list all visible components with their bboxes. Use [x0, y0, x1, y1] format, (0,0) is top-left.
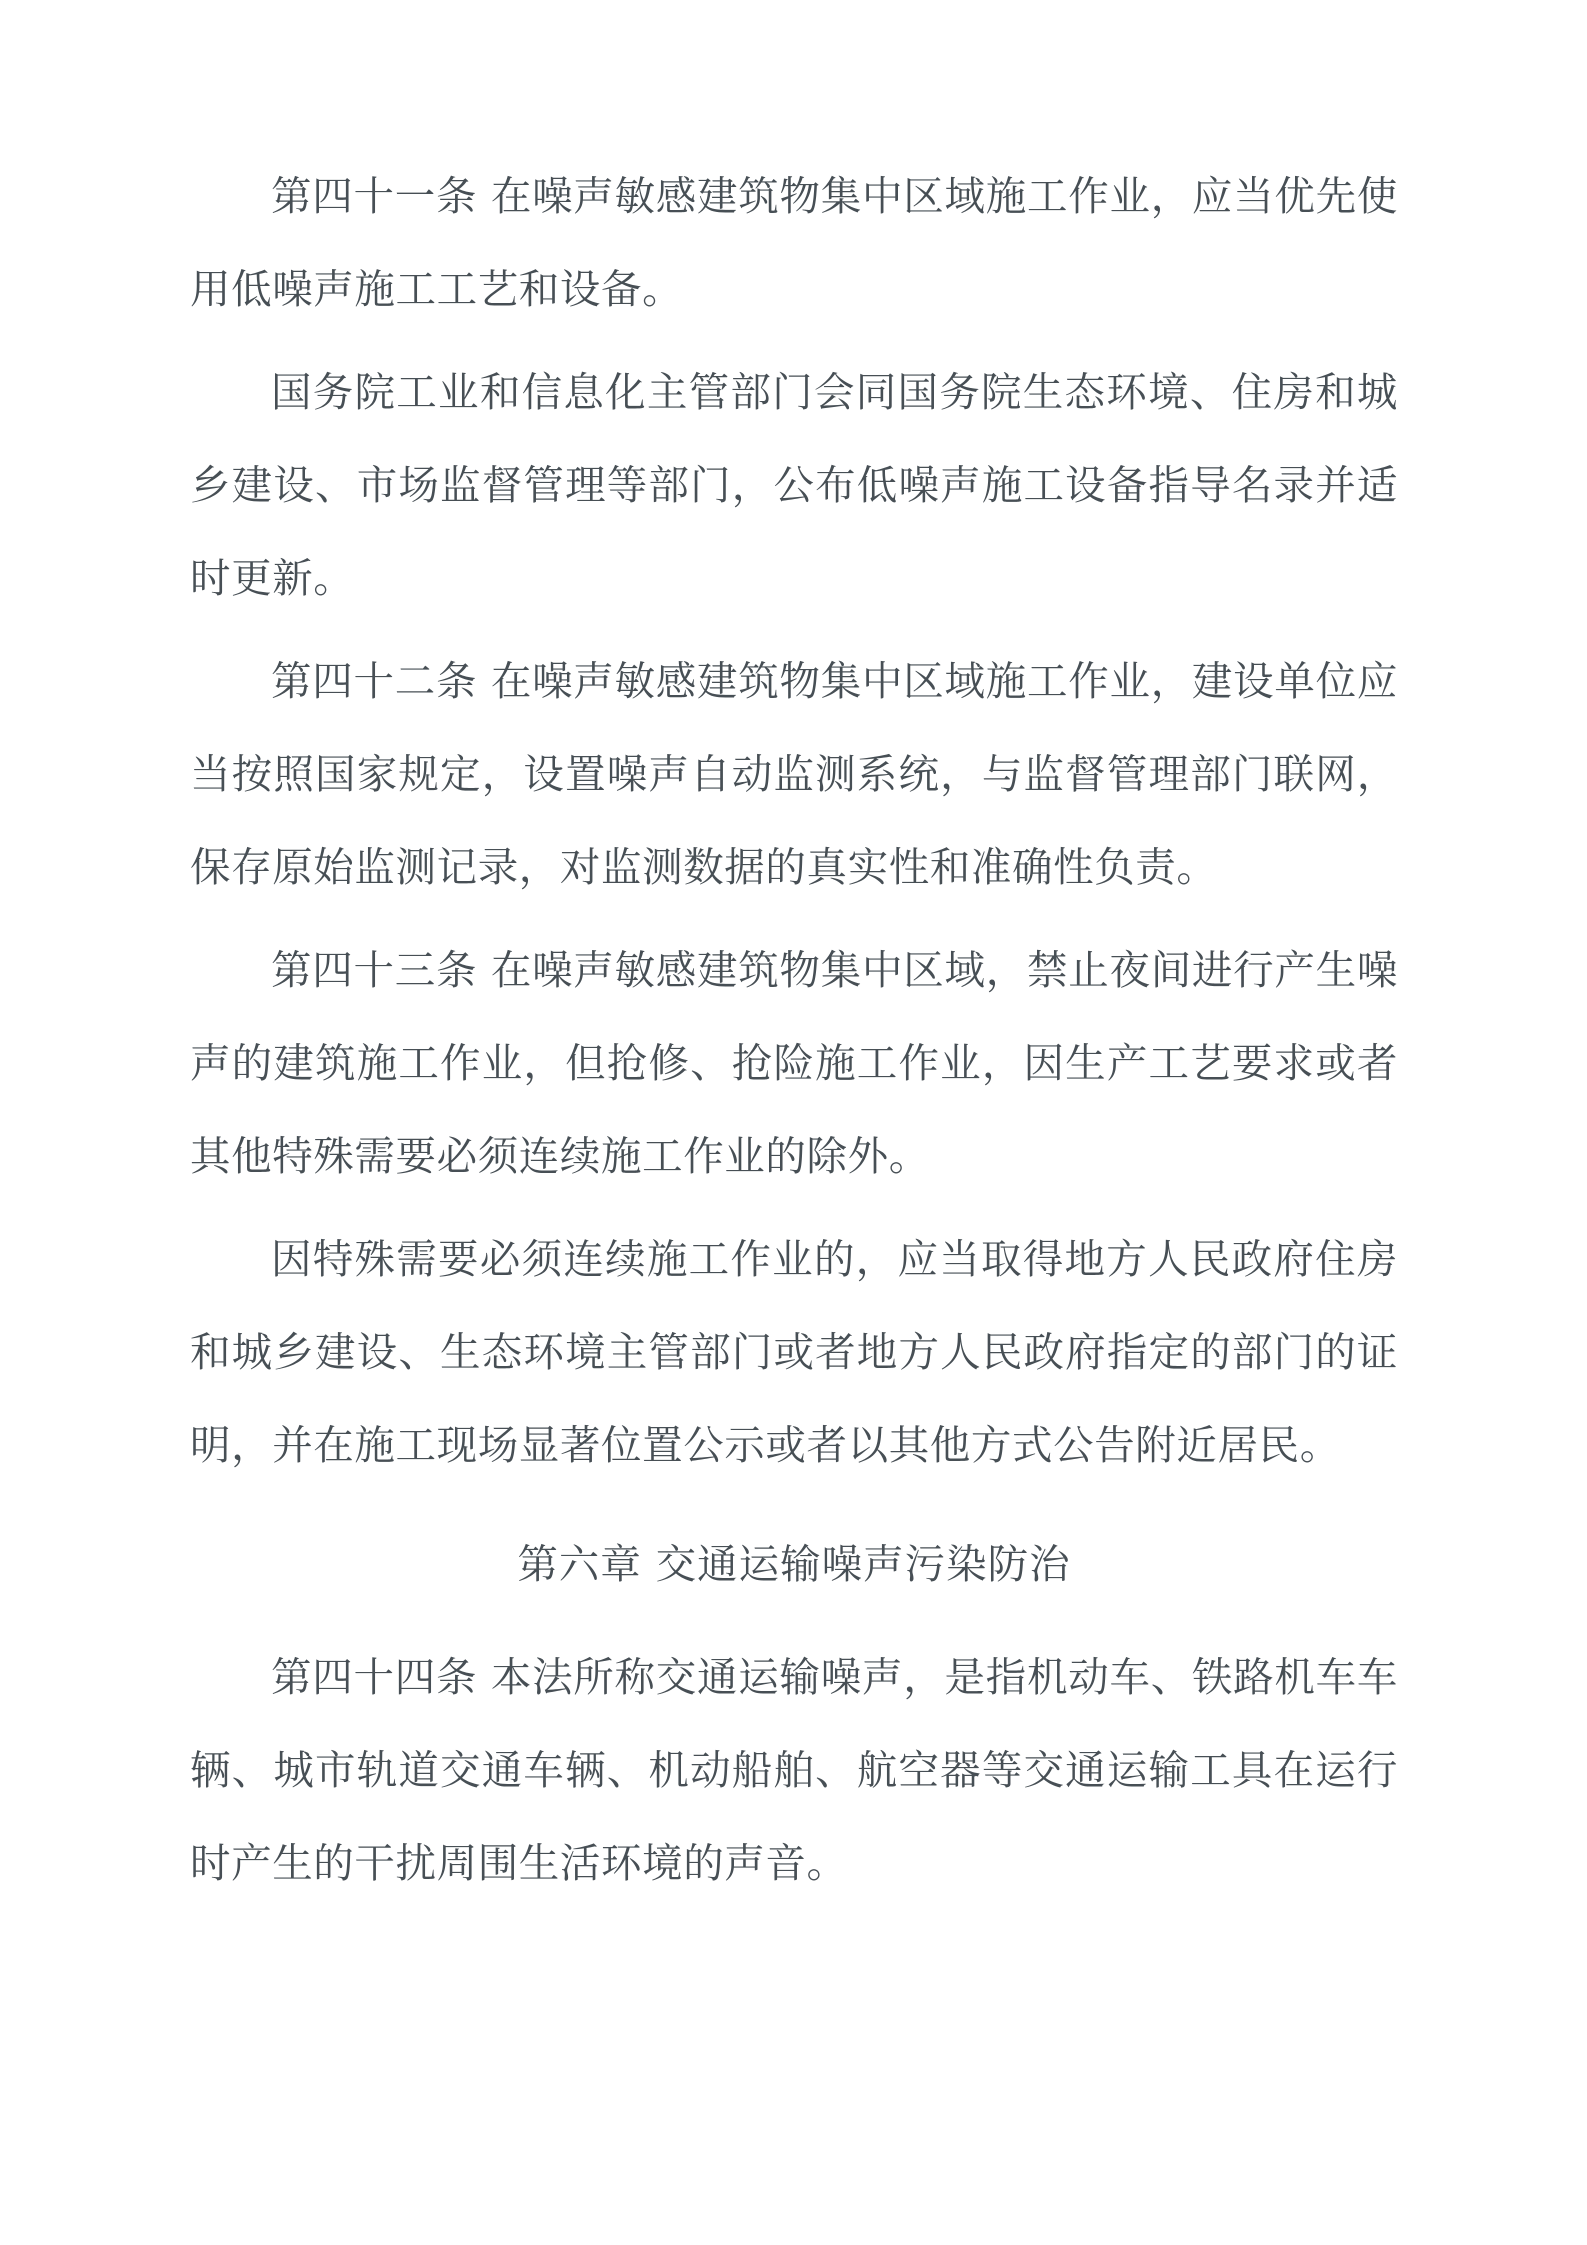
paragraph-article-43-continuation: 因特殊需要必须连续施工作业的，应当取得地方人民政府住房和城乡建设、生态环境主管部门或者地方人民政府指定的部门的证明，并在施工现场显著位置公示或者以其他方式公告附近居民。 [190, 1235, 1398, 1469]
paragraph-article-44: 第四十四条 本法所称交通运输噪声，是指机动车、铁路机车车辆、城市轨道交通车辆、机动船舶、航空器等交通运输工具在运行时产生的干扰周围生活环境的声音。 [190, 1653, 1398, 1887]
paragraph-article-41: 第四十一条 在噪声敏感建筑物集中区域施工作业，应当优先使用低噪声施工工艺和设备。 [190, 172, 1398, 313]
paragraph-article-43: 第四十三条 在噪声敏感建筑物集中区域，禁止夜间进行产生噪声的建筑施工作业，但抢修、抢险施工作业，因生产工艺要求或者其他特殊需要必须连续施工作业的除外。 [190, 946, 1398, 1180]
page-content [190, 150, 1398, 1920]
chapter-heading: 第六章 交通运输噪声污染防治 [517, 1540, 1071, 1588]
paragraph-article-41-continuation: 国务院工业和信息化主管部门会同国务院生态环境、住房和城乡建设、市场监督管理等部门，公布低噪声施工设备指导名录并适时更新。 [190, 368, 1398, 602]
paragraph-article-42: 第四十二条 在噪声敏感建筑物集中区域施工作业，建设单位应当按照国家规定，设置噪声自动监测系统，与监督管理部门联网，保存原始监测记录，对监测数据的真实性和准确性负责。 [190, 657, 1398, 891]
